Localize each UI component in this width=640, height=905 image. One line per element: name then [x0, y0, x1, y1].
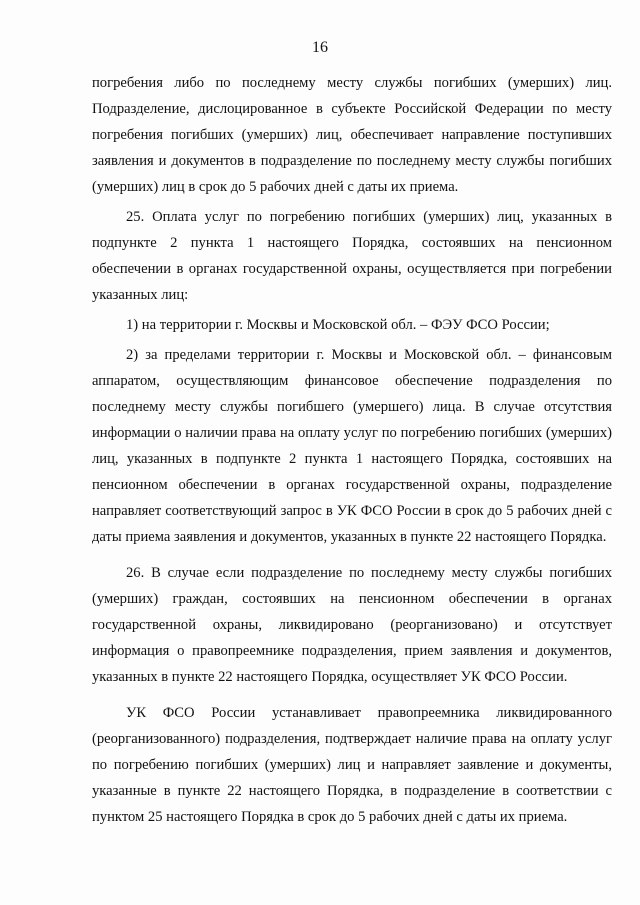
paragraph-1: погребения либо по последнему месту службы погибших (умерших) лиц. Подразделение, дислоцированное в субъекте Российской Федерации по месту погребения погибших (умерших) лиц, обеспечивает направление поступивших заявления и документов в подразделение по последнему месту службы погибших (умерших) лиц в срок до 5 рабочих дней с даты их приема. — [92, 75, 612, 195]
paragraph-subitem-2: 2) за пределами территории г. Москвы и Московской обл. – финансовым аппаратом, осуществляющим финансовое обеспечение подразделения по последнему месту службы погибшего (умершего) лица. В случае отсутствия информации о наличии права на оплату услуг по погребению погибших (умерших) лиц, указанных в подпункте 2 пункта 1 настоящего Порядка, состоявших на пенсионном обеспечении в органах государственной охраны, подразделение направляет соответствующий запрос в УК ФСО России в срок до 5 рабочих дней с даты приема заявления и документов, указанных в пункте 22 настоящего Порядка. — [92, 347, 612, 545]
paragraph-final: УК ФСО России устанавливает правопреемника ликвидированного (реорганизованного) подразделения, подтверждает наличие права на оплату услуг по погребению погибших (умерших) лиц и направляет заявление и документы, указанные в пункте 22 настоящего Порядка, в подразделение в соответствии с пунктом 25 настоящего Порядка в срок до 5 рабочих дней с даты их приема. — [92, 705, 612, 825]
paragraph-subitem-1: 1) на территории г. Москвы и Московской обл. – ФЭУ ФСО России; — [126, 317, 550, 333]
paragraph-item-25: 25. Оплата услуг по погребению погибших (умерших) лиц, указанных в подпункте 2 пункта 1 настоящего Порядка, состоявших на пенсионном обеспечении в органах государственной охраны, осуществляется при погребении указанных лиц: — [92, 209, 612, 303]
paragraph-item-26: 26. В случае если подразделение по последнему месту службы погибших (умерших) граждан, состоявших на пенсионном обеспечении в органах государственной охраны, ликвидировано (реорганизовано) и отсутствует информация о правопреемнике подразделения, прием заявления и документов, указанных в пункте 22 настоящего Порядка, осуществляет УК ФСО России. — [92, 565, 612, 685]
page-number: 16 — [312, 39, 328, 56]
document-body — [92, 70, 612, 830]
